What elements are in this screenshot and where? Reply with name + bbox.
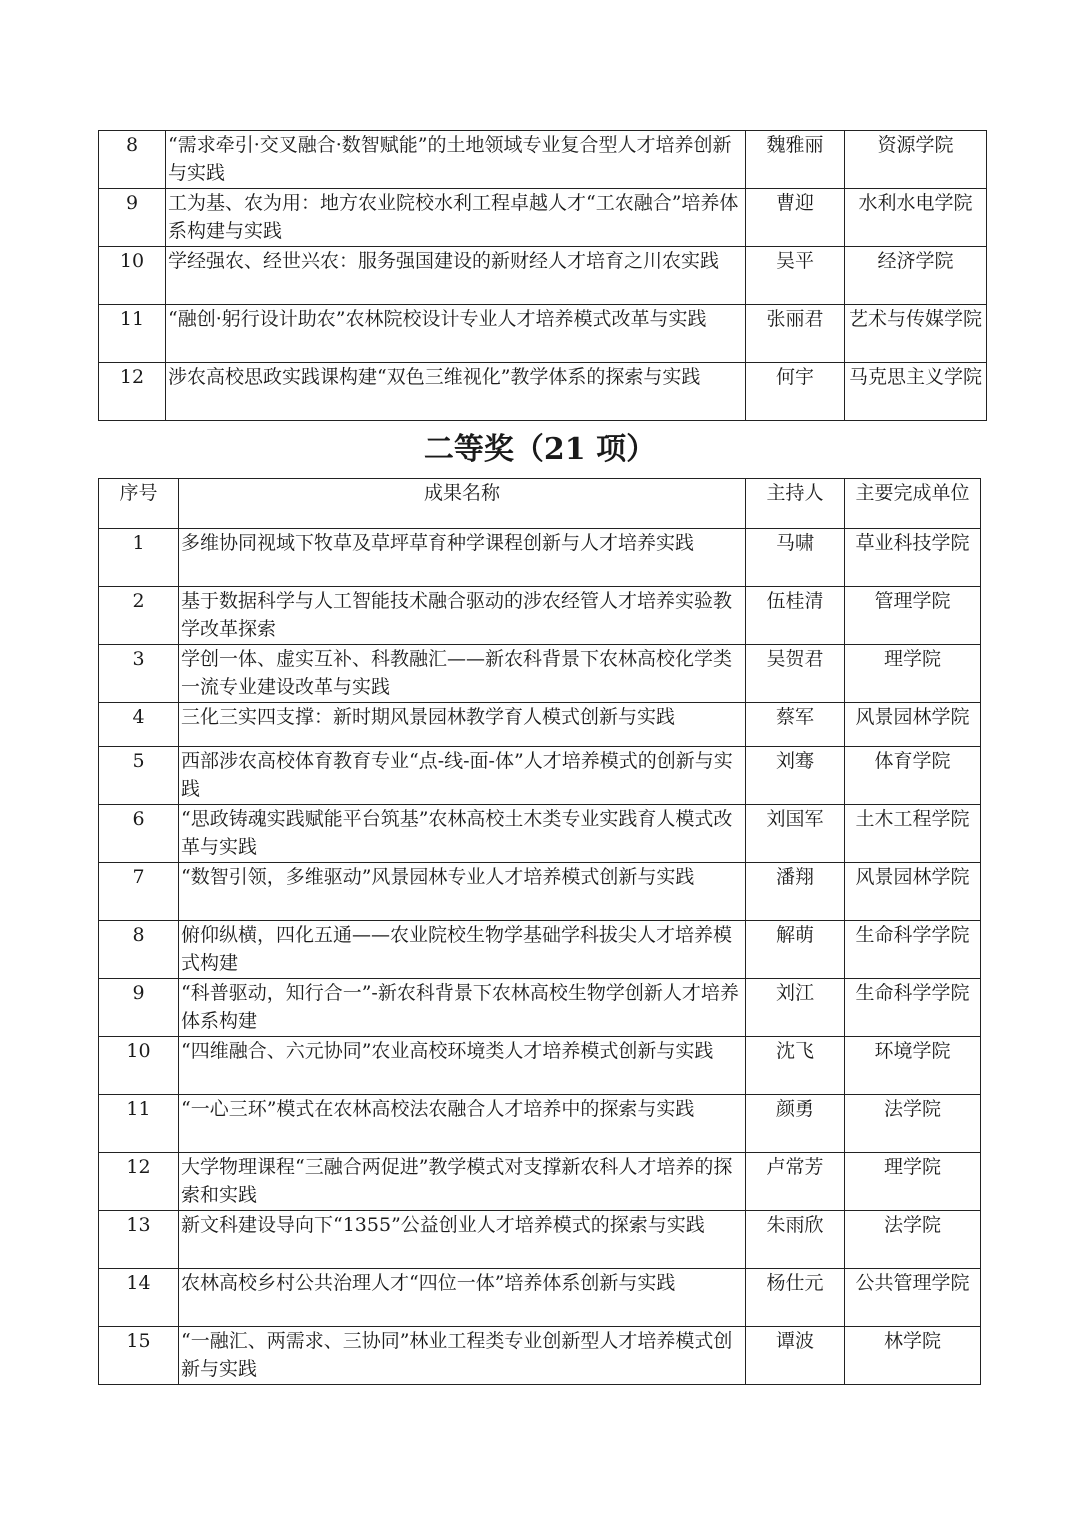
row-unit: 艺术与传媒学院 <box>845 305 987 363</box>
row-unit: 法学院 <box>845 1211 981 1269</box>
row-unit: 土木工程学院 <box>845 805 981 863</box>
row-title: “数智引领，多维驱动”风景园林专业人才培养模式创新与实践 <box>179 863 746 921</box>
row-title: 多维协同视域下牧草及草坪草育种学课程创新与人才培养实践 <box>179 529 746 587</box>
row-title: 学创一体、虚实互补、科教融汇——新农科背景下农林高校化学类一流专业建设改革与实践 <box>179 645 746 703</box>
row-title: “四维融合、六元协同”农业高校环境类人才培养模式创新与实践 <box>179 1037 746 1095</box>
row-host: 吴平 <box>746 247 845 305</box>
row-unit: 管理学院 <box>845 587 981 645</box>
row-unit: 生命科学学院 <box>845 921 981 979</box>
row-number: 14 <box>99 1269 179 1327</box>
table-row <box>99 1269 981 1327</box>
row-title: “思政铸魂实践赋能平台筑基”农林高校土木类专业实践育人模式改革与实践 <box>179 805 746 863</box>
second-prize-heading: 二等奖（21 项） <box>423 432 657 467</box>
row-host: 沈飞 <box>746 1037 845 1095</box>
row-host: 曹迎 <box>746 189 845 247</box>
table-row <box>99 1037 981 1095</box>
row-unit: 风景园林学院 <box>845 863 981 921</box>
row-host: 卢常芳 <box>746 1153 845 1211</box>
header-title: 成果名称 <box>179 479 746 529</box>
row-title: 农林高校乡村公共治理人才“四位一体”培养体系创新与实践 <box>179 1269 746 1327</box>
row-unit: 经济学院 <box>845 247 987 305</box>
row-host: 魏雅丽 <box>746 131 845 189</box>
row-number: 8 <box>99 131 166 189</box>
row-title: “一融汇、两需求、三协同”林业工程类专业创新型人才培养模式创新与实践 <box>179 1327 746 1385</box>
row-number: 6 <box>99 805 179 863</box>
row-title: 大学物理课程“三融合两促进”教学模式对支撑新农科人才培养的探索和实践 <box>179 1153 746 1211</box>
row-title: 学经强农、经世兴农：服务强国建设的新财经人才培育之川农实践 <box>166 247 746 305</box>
row-host: 张丽君 <box>746 305 845 363</box>
second-prize-table <box>98 478 981 1385</box>
row-host: 刘国军 <box>746 805 845 863</box>
row-number: 1 <box>99 529 179 587</box>
row-host: 颜勇 <box>746 1095 845 1153</box>
row-number: 13 <box>99 1211 179 1269</box>
row-host: 马啸 <box>746 529 845 587</box>
row-host: 蔡军 <box>746 703 845 747</box>
row-unit: 资源学院 <box>845 131 987 189</box>
row-host: 潘翔 <box>746 863 845 921</box>
row-unit: 理学院 <box>845 1153 981 1211</box>
row-title: 新文科建设导向下“1355”公益创业人才培养模式的探索与实践 <box>179 1211 746 1269</box>
row-number: 11 <box>99 305 166 363</box>
row-host: 刘骞 <box>746 747 845 805</box>
row-number: 15 <box>99 1327 179 1385</box>
table-row <box>99 979 981 1037</box>
row-title: 西部涉农高校体育教育专业“点-线-面-体”人才培养模式的创新与实践 <box>179 747 746 805</box>
first-prize-table-body <box>99 131 987 421</box>
row-title: “一心三环”模式在农林高校法农融合人才培养中的探索与实践 <box>179 1095 746 1153</box>
row-number: 5 <box>99 747 179 805</box>
header-no: 序号 <box>99 479 179 529</box>
table-row <box>99 131 987 189</box>
table-row <box>99 1153 981 1211</box>
row-host: 伍桂清 <box>746 587 845 645</box>
table-row <box>99 363 987 421</box>
row-title: 俯仰纵横，四化五通——农业院校生物学基础学科拔尖人才培养模式构建 <box>179 921 746 979</box>
row-unit: 水利水电学院 <box>845 189 987 247</box>
row-unit: 风景园林学院 <box>845 703 981 747</box>
row-title: 三化三实四支撑：新时期风景园林教学育人模式创新与实践 <box>179 703 746 747</box>
row-number: 9 <box>99 189 166 247</box>
row-title: “需求牵引·交叉融合·数智赋能”的土地领域专业复合型人才培养创新与实践 <box>166 131 746 189</box>
row-number: 12 <box>99 363 166 421</box>
table-row <box>99 703 981 747</box>
row-unit: 公共管理学院 <box>845 1269 981 1327</box>
table-row <box>99 529 981 587</box>
table-row <box>99 1327 981 1385</box>
row-number: 10 <box>99 247 166 305</box>
row-number: 9 <box>99 979 179 1037</box>
table-row <box>99 305 987 363</box>
row-number: 8 <box>99 921 179 979</box>
row-unit: 林学院 <box>845 1327 981 1385</box>
table-row <box>99 189 987 247</box>
header-host: 主持人 <box>746 479 845 529</box>
row-number: 7 <box>99 863 179 921</box>
header-unit: 主要完成单位 <box>845 479 981 529</box>
row-unit: 环境学院 <box>845 1037 981 1095</box>
row-number: 10 <box>99 1037 179 1095</box>
row-title: “科普驱动，知行合一”-新农科背景下农林高校生物学创新人才培养体系构建 <box>179 979 746 1037</box>
row-host: 刘江 <box>746 979 845 1037</box>
table-row <box>99 747 981 805</box>
second-prize-table-body <box>99 529 981 1385</box>
row-number: 3 <box>99 645 179 703</box>
row-number: 2 <box>99 587 179 645</box>
row-title: 涉农高校思政实践课构建“双色三维视化”教学体系的探索与实践 <box>166 363 746 421</box>
table-row <box>99 805 981 863</box>
row-unit: 生命科学学院 <box>845 979 981 1037</box>
row-host: 吴贺君 <box>746 645 845 703</box>
row-title: “融创·躬行设计助农”农林院校设计专业人才培养模式改革与实践 <box>166 305 746 363</box>
row-unit: 体育学院 <box>845 747 981 805</box>
table-row <box>99 645 981 703</box>
table-row <box>99 1095 981 1153</box>
row-host: 何宇 <box>746 363 845 421</box>
row-host: 解萌 <box>746 921 845 979</box>
row-title: 基于数据科学与人工智能技术融合驱动的涉农经管人才培养实验教学改革探索 <box>179 587 746 645</box>
table-row <box>99 1211 981 1269</box>
row-number: 4 <box>99 703 179 747</box>
row-unit: 法学院 <box>845 1095 981 1153</box>
table-row <box>99 247 987 305</box>
row-unit: 理学院 <box>845 645 981 703</box>
row-number: 12 <box>99 1153 179 1211</box>
row-host: 谭波 <box>746 1327 845 1385</box>
row-unit: 草业科技学院 <box>845 529 981 587</box>
row-unit: 马克思主义学院 <box>845 363 987 421</box>
table-row <box>99 587 981 645</box>
table-row <box>99 863 981 921</box>
table-header-row <box>99 479 981 529</box>
row-host: 杨仕元 <box>746 1269 845 1327</box>
table-row <box>99 921 981 979</box>
row-title: 工为基、农为用：地方农业院校水利工程卓越人才“工农融合”培养体系构建与实践 <box>166 189 746 247</box>
first-prize-table-continued <box>98 130 987 421</box>
row-number: 11 <box>99 1095 179 1153</box>
row-host: 朱雨欣 <box>746 1211 845 1269</box>
